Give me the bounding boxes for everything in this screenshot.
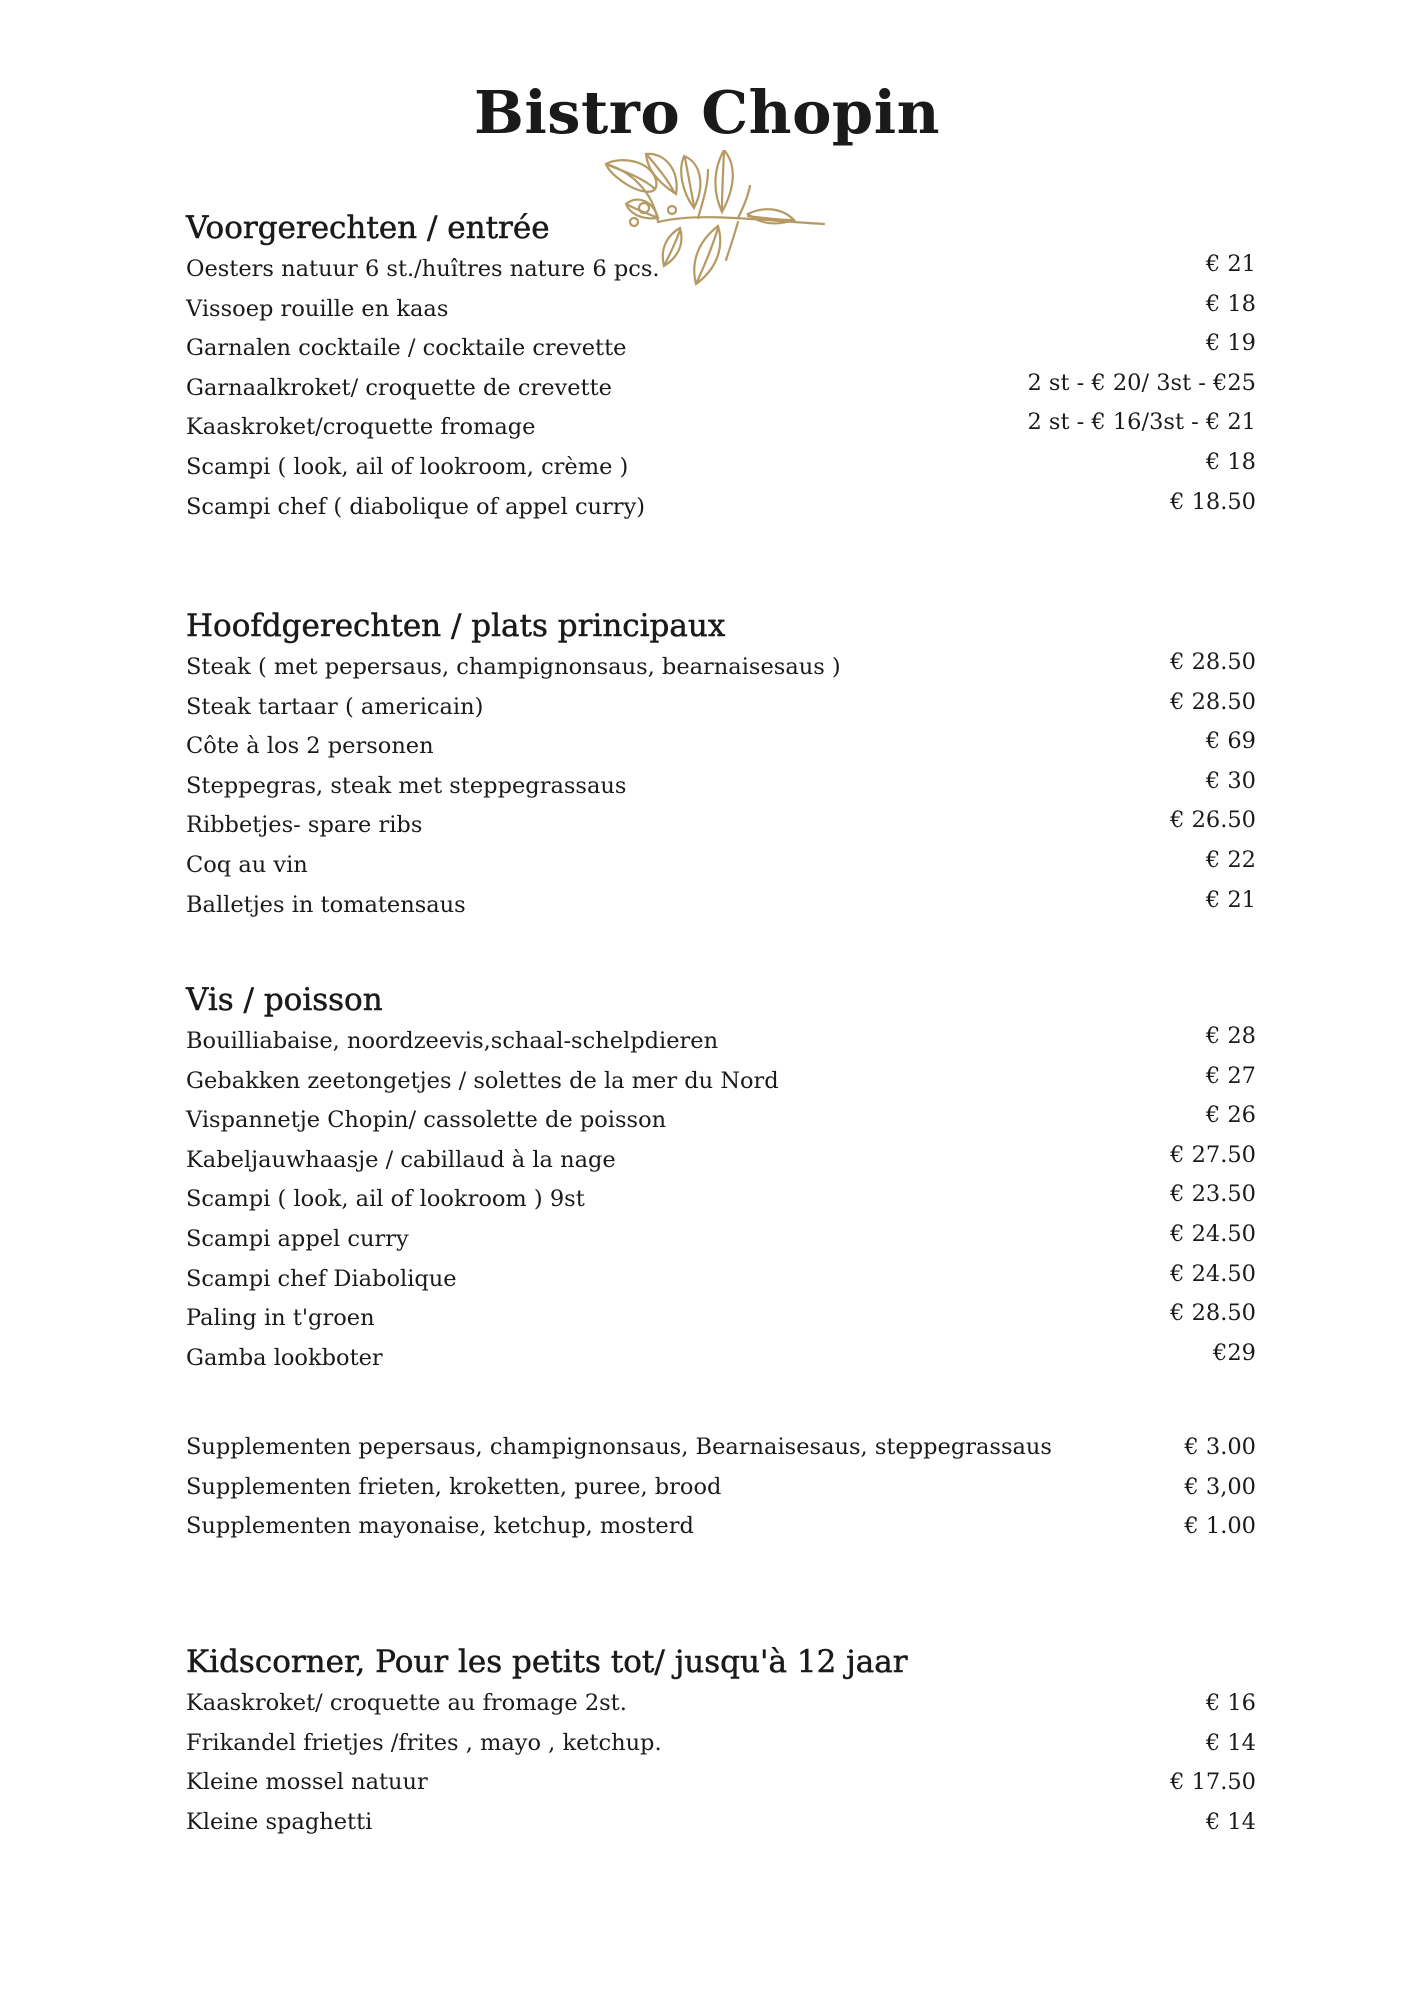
item-price: 2 st - € 16/3st - € 21 xyxy=(1027,409,1256,436)
item-name: Supplementen frieten, kroketten, puree, brood xyxy=(186,1473,722,1500)
menu-item xyxy=(186,688,1256,728)
menu-item xyxy=(186,448,1256,488)
menu-item xyxy=(186,1220,1256,1260)
item-name: Scampi chef Diabolique xyxy=(186,1265,457,1292)
menu-item xyxy=(186,290,1256,330)
item-name: Côte à los 2 personen xyxy=(186,733,434,760)
menu-item xyxy=(186,408,1256,448)
menu-item xyxy=(186,1724,1256,1764)
item-price: € 18 xyxy=(1205,290,1256,317)
item-name: Ribbetjes- spare ribs xyxy=(186,812,423,839)
item-name: Kleine mossel natuur xyxy=(186,1769,428,1796)
item-price: € 27.50 xyxy=(1170,1141,1256,1168)
menu-item xyxy=(186,1507,1256,1547)
menu-item xyxy=(186,1022,1256,1062)
item-price: € 19 xyxy=(1205,330,1256,357)
menu-item xyxy=(186,886,1256,926)
menu-item xyxy=(186,1062,1256,1102)
item-name: Vispannetje Chopin/ cassolette de poisson xyxy=(186,1107,667,1134)
item-name: Steppegras, steak met steppegrassaus xyxy=(186,772,627,799)
section-supplementen xyxy=(186,1428,1256,1547)
item-price: € 21 xyxy=(1205,886,1256,913)
item-price: € 16 xyxy=(1205,1690,1256,1716)
section-voorgerechten xyxy=(186,206,1256,527)
item-price: € 28.50 xyxy=(1170,688,1256,715)
menu-item xyxy=(186,488,1256,528)
item-name: Kaaskroket/croquette fromage xyxy=(186,414,536,441)
menu-item xyxy=(186,767,1256,807)
menu-item xyxy=(186,1260,1256,1300)
item-name: Frikandel frietjes /frites , mayo , ketchup. xyxy=(186,1729,662,1756)
item-price: € 28 xyxy=(1205,1023,1256,1049)
item-name: Balletjes in tomatensaus xyxy=(186,891,466,918)
item-name: Scampi ( look, ail of lookroom ) 9st xyxy=(186,1186,585,1213)
item-name: Supplementen pepersaus, champignonsaus, Bearnaisesaus, steppegrassaus xyxy=(186,1434,1052,1460)
item-price: € 26.50 xyxy=(1170,807,1256,834)
item-name: Scampi chef ( diabolique of appel curry) xyxy=(186,493,646,520)
item-price: € 23.50 xyxy=(1170,1181,1256,1208)
item-price: € 14 xyxy=(1205,1808,1256,1835)
item-name: Scampi ( look, ail of lookroom, crème ) xyxy=(186,453,629,480)
item-price: €29 xyxy=(1213,1339,1256,1366)
item-price: € 27 xyxy=(1205,1062,1256,1089)
section-heading: Kidscorner, Pour les petits tot/ jusqu'à 12 jaar xyxy=(186,1644,908,1680)
item-name: Vissoep rouille en kaas xyxy=(186,295,449,322)
menu-item xyxy=(186,648,1256,688)
menu-item xyxy=(186,1684,1256,1724)
menu-item xyxy=(186,1803,1256,1843)
item-name: Coq au vin xyxy=(186,851,308,878)
menu-item xyxy=(186,1141,1256,1181)
item-name: Kabeljauwhaasje / cabillaud à la nage xyxy=(186,1146,616,1173)
item-price: 2 st - € 20/ 3st - €25 xyxy=(1027,369,1256,396)
item-price: € 14 xyxy=(1205,1729,1256,1756)
menu-item xyxy=(186,846,1256,886)
menu-item xyxy=(186,1468,1256,1508)
section-heading: Vis / poisson xyxy=(186,982,383,1018)
section-vis xyxy=(186,978,1256,1378)
item-price: € 18.50 xyxy=(1170,488,1256,515)
item-name: Paling in t'groen xyxy=(186,1305,375,1332)
menu-item xyxy=(186,1339,1256,1379)
menu-item xyxy=(186,727,1256,767)
item-price: € 3,00 xyxy=(1184,1473,1256,1500)
menu-item xyxy=(186,1763,1256,1803)
menu-item xyxy=(186,806,1256,846)
item-name: Kleine spaghetti xyxy=(186,1808,373,1835)
item-price: € 1.00 xyxy=(1184,1513,1256,1540)
menu-item xyxy=(186,1299,1256,1339)
item-price: € 28.50 xyxy=(1170,649,1256,675)
item-name: Garnaalkroket/ croquette de crevette xyxy=(186,374,612,401)
menu-item xyxy=(186,250,1256,290)
item-price: € 69 xyxy=(1205,728,1256,755)
item-price: € 18 xyxy=(1205,448,1256,475)
section-kidscorner xyxy=(186,1640,1256,1842)
menu-item xyxy=(186,1428,1256,1468)
item-price: € 24.50 xyxy=(1170,1220,1256,1247)
item-price: € 24.50 xyxy=(1170,1260,1256,1287)
item-price: € 26 xyxy=(1205,1102,1256,1129)
item-name: Gamba lookboter xyxy=(186,1344,383,1371)
menu-item xyxy=(186,1101,1256,1141)
item-name: Steak tartaar ( americain) xyxy=(186,693,484,720)
item-name: Scampi appel curry xyxy=(186,1225,409,1252)
item-price: € 30 xyxy=(1205,767,1256,794)
item-name: Oesters natuur 6 st./huîtres nature 6 pcs. xyxy=(186,256,660,282)
item-name: Kaaskroket/ croquette au fromage 2st. xyxy=(186,1690,627,1716)
item-price: € 21 xyxy=(1205,251,1256,277)
section-heading: Hoofdgerechten / plats principaux xyxy=(186,608,726,644)
section-heading: Voorgerechten / entrée xyxy=(186,210,550,246)
item-price: € 3.00 xyxy=(1184,1434,1256,1460)
item-price: € 22 xyxy=(1205,846,1256,873)
item-price: € 28.50 xyxy=(1170,1300,1256,1327)
menu-item xyxy=(186,1180,1256,1220)
item-name: Garnalen cocktaile / cocktaile crevette xyxy=(186,335,627,362)
item-price: € 17.50 xyxy=(1170,1769,1256,1796)
item-name: Bouilliabaise, noordzeevis,schaal-schelpdieren xyxy=(186,1028,719,1054)
item-name: Steak ( met pepersaus, champignonsaus, bearnaisesaus ) xyxy=(186,654,841,680)
item-name: Supplementen mayonaise, ketchup, mosterd xyxy=(186,1513,694,1540)
section-hoofdgerechten xyxy=(186,604,1256,925)
item-name: Gebakken zeetongetjes / solettes de la mer du Nord xyxy=(186,1067,779,1094)
page-title: Bistro Chopin xyxy=(474,78,940,147)
